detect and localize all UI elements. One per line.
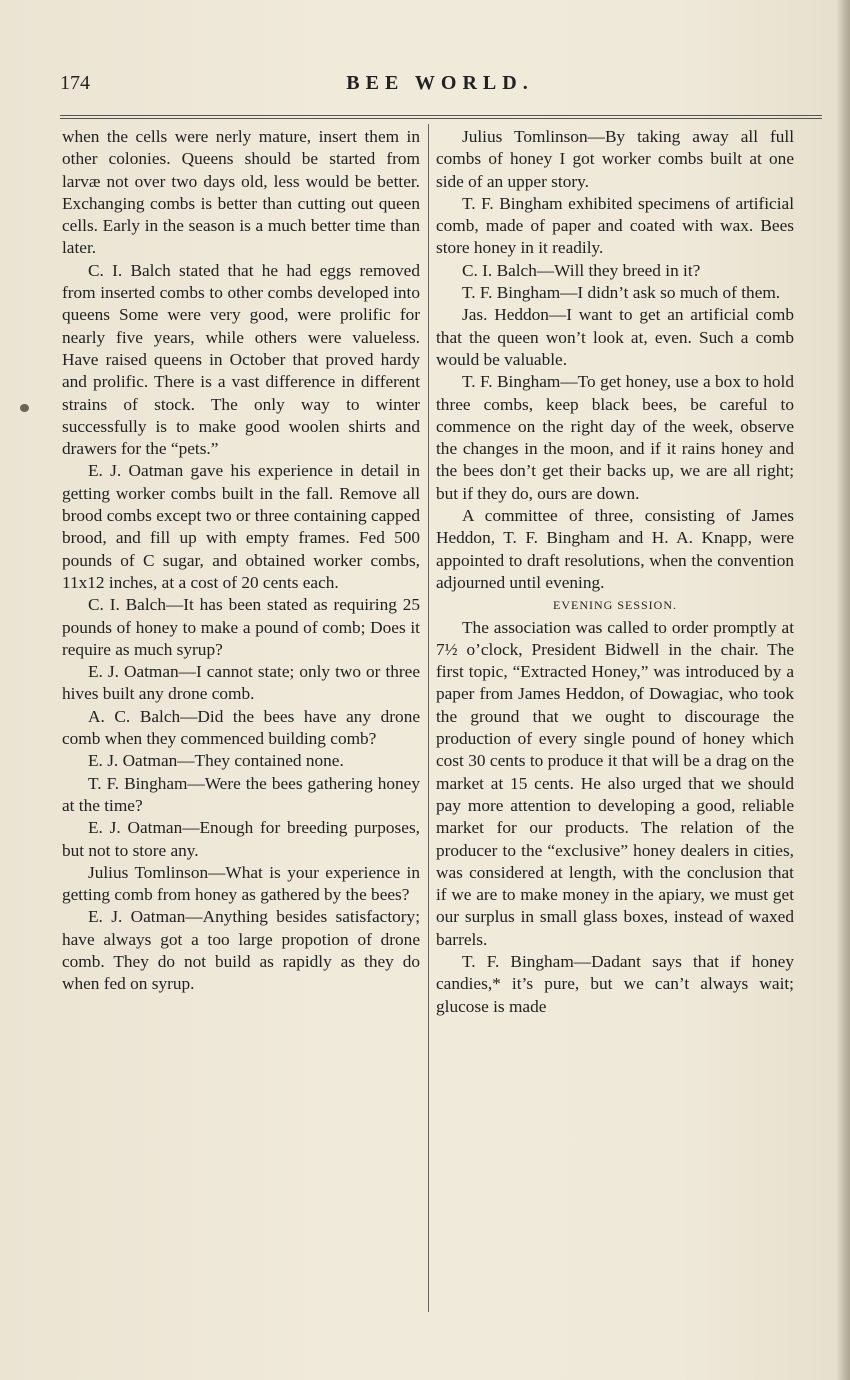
page-edge-shadow xyxy=(836,0,850,1380)
column-divider xyxy=(428,124,429,1312)
header-rule-bottom xyxy=(60,118,822,119)
paragraph: T. F. Bingham—Were the bees gathering honey at the time? xyxy=(62,773,420,815)
paragraph: The association was called to order promptly at 7½ o’clock, President Bidwell in the chair. The first topic, “Extracted Honey,” was introduced by a paper from James Heddon, of Dowagiac, who took the ground that we ought to discourage the production of every single pound of honey which cost 30 cents to produce it that will be a drag on the market at 15 cents. He also urged that we should pay more attention to developing a good, reliable market for our products. The relation of the producer to the “exclusive” honey dealers in cities, was considered at length, with the conclusion that if we are to make money in the apiary, we must get our surplus in small glass boxes, instead of waxed barrels. xyxy=(436,617,794,949)
running-title: BEE WORLD. xyxy=(346,72,534,94)
paragraph: T. F. Bingham—To get honey, use a box to hold three combs, keep black bees, be careful to commence on the right day of the week, observe the changes in the moon, and if it rains honey and the bees don’t get their backs up, we are all right; but if they do, ours are down. xyxy=(436,372,794,503)
header-rule-top xyxy=(60,115,822,116)
paragraph: Jas. Heddon—I want to get an artificial comb that the queen won’t look at, even. Such a comb would be valuable. xyxy=(436,305,794,369)
page-header xyxy=(60,72,820,106)
paragraph: A. C. Balch—Did the bees have any drone comb when they commenced building comb? xyxy=(62,706,420,749)
page-number: 174 xyxy=(60,72,90,94)
section-heading: EVENING SESSION. xyxy=(553,598,677,613)
paragraph: E. J. Oatman—They contained none. xyxy=(88,751,344,771)
paragraph: E. J. Oatman gave his experience in detail in getting worker combs built in the fall. Remove all brood combs except two or three containing capped brood, and fill up with empty frames. Fed 500 pounds of C sugar, and obtained worker combs, 11x12 inches, at a cost of 20 cents each. xyxy=(62,461,420,592)
paragraph: C. I. Balch—It has been stated as requiring 25 pounds of honey to make a pound of comb; Does it require as much syrup? xyxy=(62,595,420,659)
paragraph: E. J. Oatman—Anything besides satisfactory; have always got a too large propotion of drone comb. They do not build as rapidly as they do when fed on syrup. xyxy=(62,907,420,994)
paragraph: C. I. Balch stated that he had eggs removed from inserted combs to other combs developed into queens Some were very good, were prolific for nearly five years, while others were valueless. Have raised queens in October that proved hardy and prolific. There is a vast difference in different strains of stock. The only way to winter successfully is to make good woolen shirts and drawers for the “pets.” xyxy=(62,260,420,459)
paragraph: E. J. Oatman—Enough for breeding purposes, but not to store any. xyxy=(62,818,420,860)
paragraph: T. F. Bingham—I didn’t ask so much of them. xyxy=(462,283,781,303)
paragraph: T. F. Bingham exhibited specimens of artificial comb, made of paper and coated with wax. Bees store honey in it readily. xyxy=(436,193,794,258)
paragraph: E. J. Oatman—I cannot state; only two or three hives built any drone comb. xyxy=(62,662,420,704)
paragraph: T. F. Bingham—Dadant says that if honey candies,* it’s pure, but we can’t always wait; glucose is made xyxy=(436,951,794,1016)
paragraph: when the cells were nerly mature, insert them in other colonies. Queens should be started from larvæ not over two days old, less would be better. Exchanging combs is better than cutting out queen cells. Early in the season is a much better time than later. xyxy=(62,127,420,258)
ink-spot xyxy=(20,404,29,412)
paragraph: C. I. Balch—Will they breed in it? xyxy=(462,260,701,280)
right-column xyxy=(436,126,794,1018)
paragraph: A committee of three, consisting of James Heddon, T. F. Bingham and H. A. Knapp, were appointed to draft resolutions, when the convention adjourned until evening. xyxy=(436,506,794,592)
left-column xyxy=(62,126,420,996)
paragraph: Julius Tomlinson—By taking away all full combs of honey I got worker combs built at one side of an upper story. xyxy=(436,127,794,191)
paragraph: Julius Tomlinson—What is your experience in getting comb from honey as gathered by the bees? xyxy=(62,862,420,905)
